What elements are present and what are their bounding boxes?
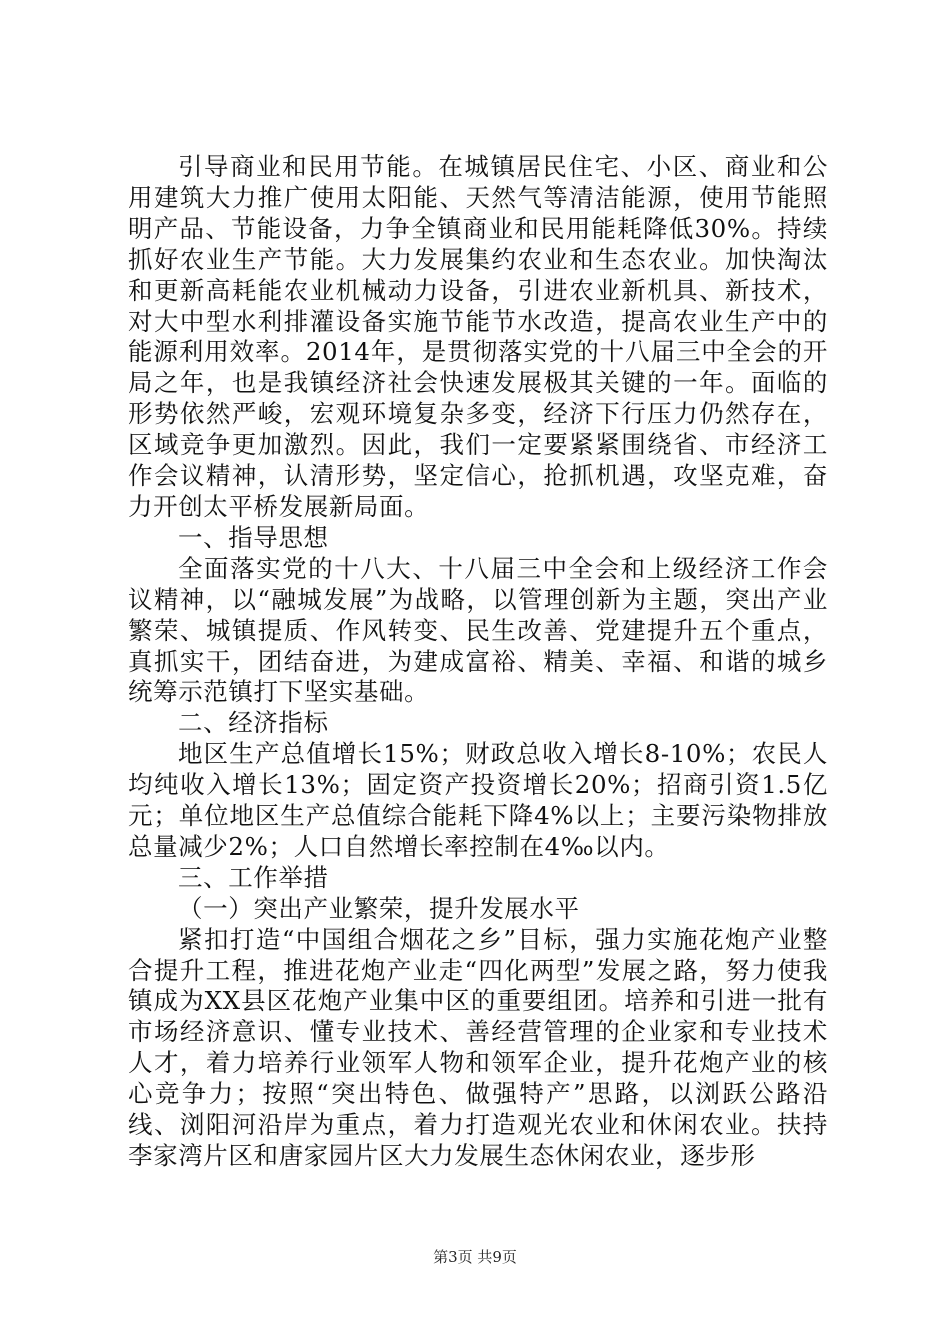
heading-economic-indicators: 二、经济指标: [178, 708, 329, 738]
subheading-industry-prosperity: （一）突出产业繁荣，提升发展水平: [178, 893, 580, 923]
paragraph-economic-indicators: 地区生产总值增长15%；财政总收入增长8-10%；农民人均纯收入增长13%；固定资产投资增长20%；招商引资1.5亿元；单位地区生产总值综合能耗下降4%以上；主要污染物排放总量减少2%；人口自然增长率控制在4‰以内。: [128, 739, 828, 861]
page-number-footer: 第3页 共9页: [433, 1248, 517, 1266]
document-body: [128, 152, 828, 1172]
heading-work-measures: 三、工作举措: [178, 862, 329, 892]
heading-guiding-ideology: 一、指导思想: [178, 522, 329, 552]
paragraph-industry-prosperity: 紧扣打造“中国组合烟花之乡”目标，强力实施花炮产业整合提升工程，推进花炮产业走“四化两型”发展之路，努力使我镇成为XX县区花炮产业集中区的重要组团。培养和引进一批有市场经济意识、懂专业技术、善经营管理的企业家和专业技术人才，着力培养行业领军人物和领军企业，提升花炮产业的核心竞争力；按照“突出特色、做强特产”思路，以浏跃公路沿线、浏阳河沿岸为重点，着力打造观光农业和休闲农业。扶持李家湾片区和唐家园片区大力发展生态休闲农业，逐步形: [128, 924, 828, 1170]
paragraph-guiding-ideology: 全面落实党的十八大、十八届三中全会和上级经济工作会议精神，以“融城发展”为战略，以管理创新为主题，突出产业繁荣、城镇提质、作风转变、民生改善、党建提升五个重点，真抓实干，团结奋进，为建成富裕、精美、幸福、和谐的城乡统筹示范镇打下坚实基础。: [128, 553, 828, 707]
paragraph-energy-saving: 引导商业和民用节能。在城镇居民住宅、小区、商业和公用建筑大力推广使用太阳能、天然气等清洁能源，使用节能照明产品、节能设备，力争全镇商业和民用能耗降低30%。持续抓好农业生产节能。大力发展集约农业和生态农业。加快淘汰和更新高耗能农业机械动力设备，引进农业新机具、新技术，对大中型水利排灌设备实施节能节水改造，提高农业生产中的能源利用效率。2014年，是贯彻落实党的十八届三中全会的开局之年，也是我镇经济社会快速发展极其关键的一年。面临的形势依然严峻，宏观环境复杂多变，经济下行压力仍然存在，区域竞争更加激烈。因此，我们一定要紧紧围绕省、市经济工作会议精神，认清形势，坚定信心，抢抓机遇，攻坚克难，奋力开创太平桥发展新局面。: [128, 152, 828, 521]
